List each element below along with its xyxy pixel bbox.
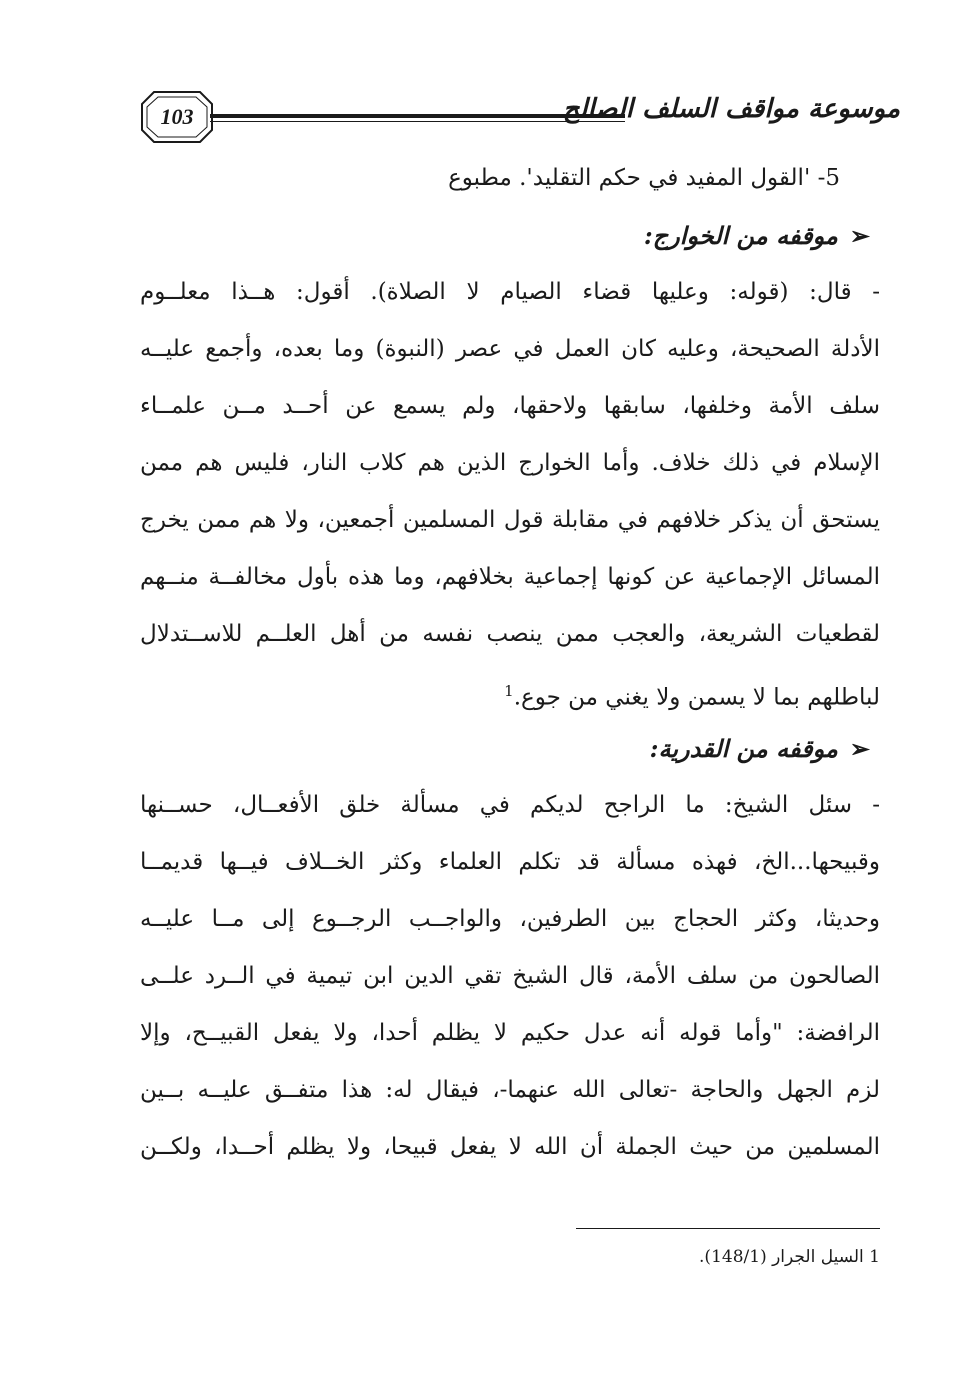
page-header (140, 88, 900, 148)
text-line: الرافضة: "وأما قوله أنه عدل حكيم لا يظلم أحدا، ولا يفعل القبيــح، وإلا (140, 1020, 880, 1046)
arrow-icon: ➢ (849, 734, 870, 763)
section-heading (140, 720, 880, 777)
page-number: 103 (160, 104, 194, 129)
body-text (140, 150, 880, 1176)
text-line: يستحق أن يذكر خلافهم في مقابلة قول المسلمين أجمعين، ولا هم ممن يخرج (140, 507, 880, 533)
footnote-reference[interactable]: 1 (504, 682, 514, 700)
text-line: لزم الجهل والحاجة -تعالى الله عنهما-، فيقال له: هذا متفــق عليــه بــين (140, 1077, 880, 1103)
text-line: لقطعيات الشريعة، والعجب ممن ينصب نفسه من أهل العلــم للاســتدلال (140, 621, 880, 647)
text-line: - سئل الشيخ: ما الراجح لديكم في مسألة خلق الأفعــال، حســنها (140, 792, 880, 818)
text-line: المسائل الإجماعية عن كونها إجماعية بخلافهم، وما هذه بأول مخالفــة منــهم (140, 564, 880, 590)
text-line: سلف الأمة وخلفها، سابقها ولاحقها، ولم يسمع عن أحــد مــن علمــاء (140, 393, 880, 419)
text-line-with-footnote (140, 663, 880, 720)
section-heading-label: موقفه من الخوارج: (643, 221, 838, 250)
text-line: وحديثا، وكثر الحجاج بين الطرفين، والواجــب الرجــوع إلى مــا عليــه (140, 906, 880, 932)
text-line: وقبيحها...الخ، فهذه مسألة قد تكلم العلماء وكثر الخــلاف فيــها قديمــا (140, 849, 880, 875)
footnote-text: السيل الجرار (148/1). (699, 1247, 864, 1267)
text-line: - قال: (قوله: وعليها قضاء الصيام لا الصلاة). أقول: هــذا معلــوم (140, 279, 880, 305)
text-line: الصالحون من سلف الأمة، قال الشيخ تقي الدين ابن تيمية في الــرد علــى (140, 963, 880, 989)
text-line: 5- 'القول المفيد في حكم التقليد'. مطبوع (448, 165, 840, 191)
footnote-rule (576, 1228, 880, 1229)
text-line: الإسلام في ذلك خلاف. وأما الخوارج الذين هم كلاب النار، فليس هم ممن (140, 450, 880, 476)
footnote (576, 1242, 880, 1272)
section-heading-label: موقفه من القدرية: (649, 734, 838, 763)
section-heading (140, 207, 880, 264)
footnote-number: 1 (869, 1247, 880, 1267)
text-line: الأدلة الصحيحة، وعليه كان العمل في عصر (النبوة) وما بعده، وأجمع عليــه (140, 336, 880, 362)
text-line: المسلمين من حيث الجملة أن الله لا يفعل قبيحا، ولا يظلم أحــدا، ولكــن (140, 1134, 880, 1160)
arrow-icon: ➢ (849, 221, 870, 250)
text-line: لباطلهم بما لا يسمن ولا يغني من جوع. (513, 684, 880, 711)
book-title: موسوعة مواقف السلف الصالح (562, 94, 900, 124)
